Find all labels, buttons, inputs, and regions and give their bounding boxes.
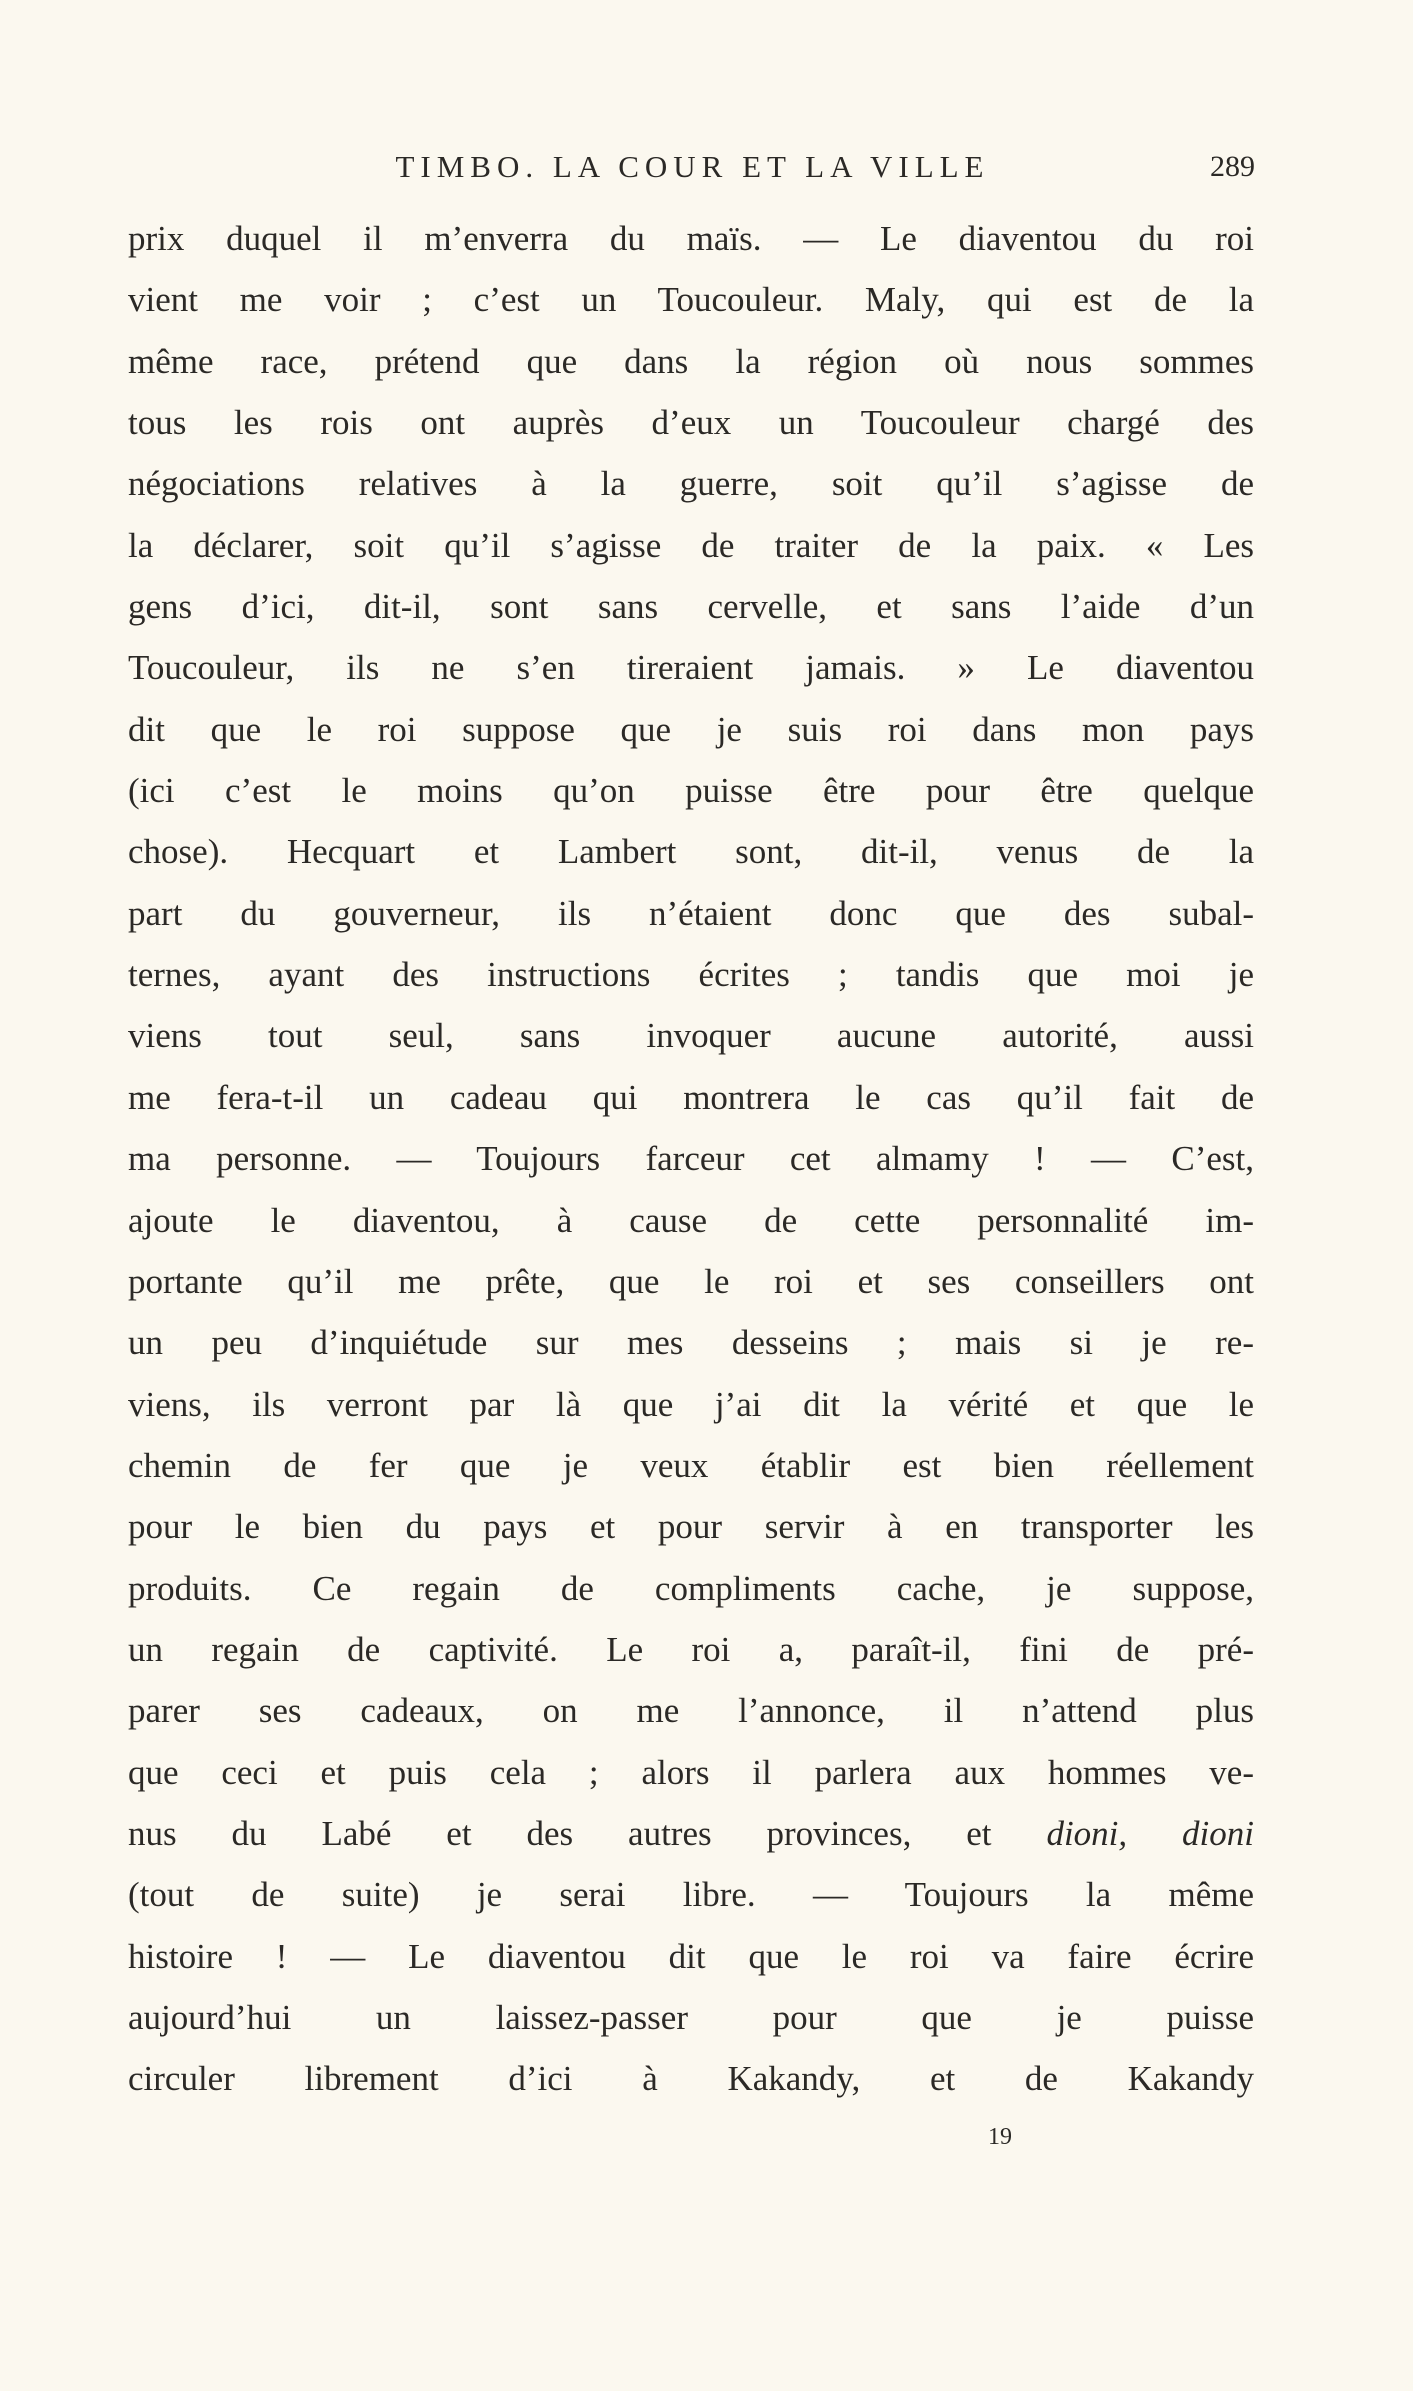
text-line: produits. Ce regain de compliments cache, je suppose, xyxy=(128,1568,1254,1608)
text-line: pour le bien du pays et pour servir à en transporter les xyxy=(128,1507,1254,1547)
text-line: viens, ils verront par là que j’ai dit la vérité et que le xyxy=(128,1384,1254,1424)
text-line: part du gouverneur, ils n’étaient donc que des subal- xyxy=(128,893,1254,933)
text-line: me fera-t-il un cadeau qui montrera le cas qu’il fait de xyxy=(128,1077,1254,1117)
running-head xyxy=(130,142,1255,192)
text-line: un peu d’inquiétude sur mes desseins ; mais si je re- xyxy=(128,1323,1254,1363)
page-number: 289 xyxy=(1210,150,1255,183)
text-line: viens tout seul, sans invoquer aucune autorité, aussi xyxy=(128,1016,1254,1056)
text-segment: nus du Labé et des autres provinces, et xyxy=(128,1813,1047,1853)
text-line: (tout de suite) je serai libre. — Toujours la même xyxy=(128,1875,1254,1915)
running-title: TIMBO. LA COUR ET LA VILLE xyxy=(395,149,990,184)
text-line: aujourd’hui un laissez-passer pour que je puisse xyxy=(128,1997,1254,2037)
text-line: parer ses cadeaux, on me l’annonce, il n’attend plus xyxy=(128,1691,1254,1731)
text-line: même race, prétend que dans la région où nous sommes xyxy=(128,341,1254,381)
text-line: (ici c’est le moins qu’on puisse être pour être quelque xyxy=(128,771,1254,811)
text-line: Toucouleur, ils ne s’en tireraient jamais. » Le diaventou xyxy=(128,648,1254,688)
text-line: dit que le roi suppose que je suis roi dans mon pays xyxy=(128,709,1254,749)
text-line: vient me voir ; c’est un Toucouleur. Maly, qui est de la xyxy=(128,280,1254,320)
text-line: portante qu’il me prête, que le roi et ses conseillers ont xyxy=(128,1261,1254,1301)
text-line: prix duquel il m’enverra du maïs. — Le diaventou du roi xyxy=(128,219,1254,258)
text-line: chose). Hecquart et Lambert sont, dit-il, venus de la xyxy=(128,832,1254,872)
body-text xyxy=(128,208,1254,2110)
text-line: que ceci et puis cela ; alors il parlera aux hommes ve- xyxy=(128,1752,1254,1792)
text-line: circuler librement d’ici à Kakandy, et de Kakandy xyxy=(128,2059,1254,2099)
text-line: gens d’ici, dit-il, sont sans cervelle, et sans l’aide d’un xyxy=(128,587,1254,627)
text-line: chemin de fer que je veux établir est bien réellement xyxy=(128,1445,1254,1485)
italic-phrase: dioni, dioni xyxy=(1046,1813,1254,1853)
signature-mark: 19 xyxy=(988,2124,1012,2150)
text-line: la déclarer, soit qu’il s’agisse de traiter de la paix. « Les xyxy=(128,525,1254,565)
text-line: histoire ! — Le diaventou dit que le roi va faire écrire xyxy=(128,1936,1254,1976)
text-line: négociations relatives à la guerre, soit qu’il s’agisse de xyxy=(128,464,1254,504)
text-line: ajoute le diaventou, à cause de cette personnalité im- xyxy=(128,1200,1254,1240)
text-line: ma personne. — Toujours farceur cet almamy ! — C’est, xyxy=(128,1139,1254,1179)
text-line: un regain de captivité. Le roi a, paraît-il, fini de pré- xyxy=(128,1629,1254,1669)
text-line: tous les rois ont auprès d’eux un Toucouleur chargé des xyxy=(128,403,1254,443)
text-line-with-italic xyxy=(128,1803,1254,1864)
text-line: ternes, ayant des instructions écrites ; tandis que moi je xyxy=(128,955,1254,995)
